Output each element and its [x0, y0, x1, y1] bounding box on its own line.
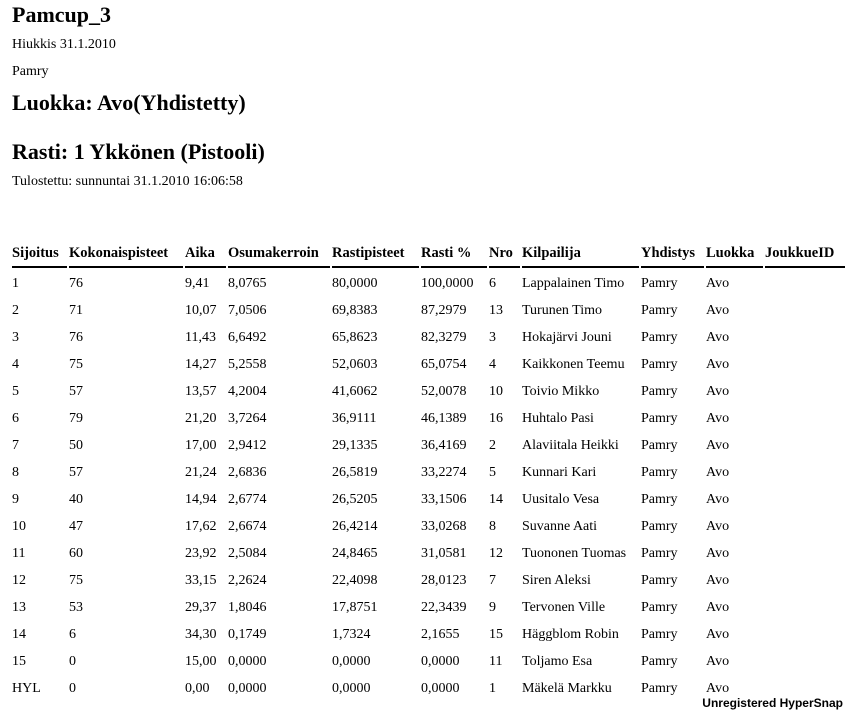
table-cell — [765, 648, 845, 675]
table-cell: HYL — [12, 680, 41, 696]
table-row — [12, 567, 845, 594]
table-cell: Avo — [706, 410, 730, 426]
table-cell: 75 — [69, 356, 83, 372]
table-cell: 7,0506 — [228, 302, 267, 318]
table-cell: 17,8751 — [332, 599, 378, 615]
table-cell: 57 — [69, 464, 83, 480]
table-cell: 1 — [12, 275, 19, 291]
table-cell — [765, 432, 845, 459]
column-header: Rasti % — [421, 242, 487, 268]
table-cell: 7 — [489, 572, 496, 588]
table-cell: Pamry — [641, 518, 678, 534]
table-cell: Uusitalo Vesa — [522, 491, 600, 507]
table-cell — [765, 297, 845, 324]
table-cell: 4 — [12, 356, 19, 372]
table-cell: 23,92 — [185, 545, 217, 561]
results-table — [10, 242, 847, 702]
table-cell: 41,6062 — [332, 383, 378, 399]
table-cell: Kunnari Kari — [522, 464, 597, 480]
table-cell: Avo — [706, 680, 730, 696]
table-cell: 26,4214 — [332, 518, 378, 534]
table-cell: 10 — [12, 518, 26, 534]
table-cell: Pamry — [641, 329, 678, 345]
table-cell: 9,41 — [185, 275, 210, 291]
table-cell: 40 — [69, 491, 83, 507]
table-cell: 1,7324 — [332, 626, 371, 642]
table-row — [12, 540, 845, 567]
table-cell: 15,00 — [185, 653, 217, 669]
table-cell: Alaviitala Heikki — [522, 437, 619, 453]
table-body — [12, 268, 845, 702]
table-cell: 16 — [489, 410, 503, 426]
table-cell: 28,0123 — [421, 572, 467, 588]
table-cell: 1 — [489, 680, 496, 696]
table-cell: 65,8623 — [332, 329, 378, 345]
printed-timestamp: Tulostettu: sunnuntai 31.1.2010 16:06:58 — [12, 174, 243, 189]
table-cell: 2,6836 — [228, 464, 267, 480]
table-cell: 0,0000 — [332, 653, 371, 669]
table-cell: 13 — [12, 599, 26, 615]
table-cell — [765, 594, 845, 621]
table-cell: 9 — [489, 599, 496, 615]
table-cell — [765, 486, 845, 513]
table-cell: 57 — [69, 383, 83, 399]
table-cell: 52,0078 — [421, 383, 467, 399]
table-cell: 33,15 — [185, 572, 217, 588]
club-name: Pamry — [12, 64, 49, 79]
table-cell: 26,5819 — [332, 464, 378, 480]
table-cell: Avo — [706, 518, 730, 534]
class-heading: Luokka: Avo(Yhdistetty) — [12, 90, 246, 115]
table-cell: 75 — [69, 572, 83, 588]
table-cell: Tervonen Ville — [522, 599, 606, 615]
table-cell: 7 — [12, 437, 19, 453]
table-cell: 0,0000 — [228, 680, 267, 696]
table-cell: 0,0000 — [421, 653, 460, 669]
table-cell: 14,94 — [185, 491, 217, 507]
table-cell: 1,8046 — [228, 599, 267, 615]
table-row — [12, 378, 845, 405]
table-cell: Pamry — [641, 599, 678, 615]
table-cell: 5 — [12, 383, 19, 399]
table-cell: Pamry — [641, 410, 678, 426]
table-cell: 4,2004 — [228, 383, 267, 399]
table-cell: 29,1335 — [332, 437, 378, 453]
table-cell: Suvanne Aati — [522, 518, 598, 534]
table-cell: Avo — [706, 626, 730, 642]
table-cell: Avo — [706, 545, 730, 561]
table-cell: 17,62 — [185, 518, 217, 534]
table-row — [12, 621, 845, 648]
table-cell: 15 — [12, 653, 26, 669]
table-cell: Avo — [706, 329, 730, 345]
table-cell: 34,30 — [185, 626, 217, 642]
table-cell: Pamry — [641, 302, 678, 318]
table-cell: 14,27 — [185, 356, 217, 372]
table-cell: 3,7264 — [228, 410, 267, 426]
table-cell: 36,9111 — [332, 410, 377, 426]
table-cell: 10 — [489, 383, 503, 399]
table-cell: Avo — [706, 302, 730, 318]
table-cell: 8 — [12, 464, 19, 480]
table-cell: 14 — [12, 626, 26, 642]
table-cell — [765, 459, 845, 486]
column-header: Nro — [489, 242, 520, 268]
table-cell: 2,9412 — [228, 437, 267, 453]
table-cell: 0,0000 — [228, 653, 267, 669]
table-cell: 22,3439 — [421, 599, 467, 615]
table-cell: 15 — [489, 626, 503, 642]
table-cell: Pamry — [641, 545, 678, 561]
table-cell: 0,0000 — [332, 680, 371, 696]
table-row — [12, 268, 845, 297]
table-cell: Pamry — [641, 653, 678, 669]
table-cell: 80,0000 — [332, 275, 378, 291]
table-cell: 46,1389 — [421, 410, 467, 426]
table-header-row — [12, 242, 845, 268]
table-cell: 13,57 — [185, 383, 217, 399]
table-cell: 14 — [489, 491, 503, 507]
table-cell: 71 — [69, 302, 83, 318]
table-cell: 26,5205 — [332, 491, 378, 507]
table-cell: Siren Aleksi — [522, 572, 591, 588]
table-cell — [765, 567, 845, 594]
table-cell: 5 — [489, 464, 496, 480]
column-header: Luokka — [706, 242, 763, 268]
table-row — [12, 351, 845, 378]
table-cell: 33,2274 — [421, 464, 467, 480]
table-cell: 52,0603 — [332, 356, 378, 372]
table-cell: Pamry — [641, 437, 678, 453]
table-cell: Pamry — [641, 356, 678, 372]
table-cell — [765, 513, 845, 540]
table-cell: Hokajärvi Jouni — [522, 329, 612, 345]
table-cell: 6 — [489, 275, 496, 291]
stage-heading: Rasti: 1 Ykkönen (Pistooli) — [12, 139, 265, 164]
table-cell: Pamry — [641, 491, 678, 507]
column-header: JoukkueID — [765, 242, 845, 268]
event-date: Hiukkis 31.1.2010 — [12, 37, 116, 52]
table-cell: 4 — [489, 356, 496, 372]
table-cell: 87,2979 — [421, 302, 467, 318]
table-cell: 2 — [489, 437, 496, 453]
table-cell: 11,43 — [185, 329, 216, 345]
table-cell: Avo — [706, 572, 730, 588]
table-cell: 0 — [69, 680, 76, 696]
table-cell: 6 — [69, 626, 76, 642]
table-cell: 3 — [489, 329, 496, 345]
table-cell: 2,5084 — [228, 545, 267, 561]
table-cell: 31,0581 — [421, 545, 467, 561]
table-cell: 50 — [69, 437, 83, 453]
table-cell: 29,37 — [185, 599, 217, 615]
table-cell: 12 — [12, 572, 26, 588]
table-cell — [765, 540, 845, 567]
page-title: Pamcup_3 — [12, 2, 111, 27]
table-cell — [765, 621, 845, 648]
table-cell: 12 — [489, 545, 503, 561]
table-cell — [765, 268, 845, 297]
table-cell: Avo — [706, 275, 730, 291]
table-cell: Toljamo Esa — [522, 653, 593, 669]
table-cell: 2,1655 — [421, 626, 460, 642]
table-row — [12, 459, 845, 486]
column-header: Yhdistys — [641, 242, 704, 268]
table-cell: 21,24 — [185, 464, 217, 480]
table-cell: 76 — [69, 329, 83, 345]
table-cell: 21,20 — [185, 410, 217, 426]
table-cell: 0,00 — [185, 680, 210, 696]
watermark: Unregistered HyperSnap — [702, 696, 843, 710]
table-cell — [765, 324, 845, 351]
table-cell: Turunen Timo — [522, 302, 603, 318]
table-row — [12, 405, 845, 432]
table-cell: Avo — [706, 653, 730, 669]
table-cell: 24,8465 — [332, 545, 378, 561]
table-cell: Avo — [706, 464, 730, 480]
column-header: Osumakerroin — [228, 242, 330, 268]
table-cell: Pamry — [641, 626, 678, 642]
table-row — [12, 594, 845, 621]
table-cell: 8,0765 — [228, 275, 267, 291]
table-cell: 47 — [69, 518, 83, 534]
table-row — [12, 486, 845, 513]
table-cell: 9 — [12, 491, 19, 507]
table-cell: 10,07 — [185, 302, 217, 318]
table-cell: Avo — [706, 356, 730, 372]
table-cell: Lappalainen Timo — [522, 275, 625, 291]
table-cell — [765, 405, 845, 432]
table-cell: Avo — [706, 383, 730, 399]
table-cell: 22,4098 — [332, 572, 378, 588]
table-cell: 0,0000 — [421, 680, 460, 696]
table-cell: 33,0268 — [421, 518, 467, 534]
table-cell: 11 — [12, 545, 26, 561]
table-cell: Kaikkonen Teemu — [522, 356, 625, 372]
table-cell: Mäkelä Markku — [522, 680, 612, 696]
table-cell: Tuononen Tuomas — [522, 545, 627, 561]
table-cell: 0,1749 — [228, 626, 267, 642]
table-cell: 60 — [69, 545, 83, 561]
table-cell: 33,1506 — [421, 491, 467, 507]
table-cell: 0 — [69, 653, 76, 669]
table-cell: Toivio Mikko — [522, 383, 600, 399]
table-cell: 82,3279 — [421, 329, 467, 345]
table-cell: Avo — [706, 437, 730, 453]
table-cell: Avo — [706, 491, 730, 507]
table-cell: 65,0754 — [421, 356, 467, 372]
table-cell — [765, 378, 845, 405]
table-cell: Pamry — [641, 680, 678, 696]
table-cell: 79 — [69, 410, 83, 426]
table-cell: 17,00 — [185, 437, 217, 453]
column-header: Aika — [185, 242, 226, 268]
table-row — [12, 297, 845, 324]
table-cell: 36,4169 — [421, 437, 467, 453]
table-cell — [765, 351, 845, 378]
table-cell: 69,8383 — [332, 302, 378, 318]
column-header: Kokonaispisteet — [69, 242, 183, 268]
column-header: Kilpailija — [522, 242, 639, 268]
table-row — [12, 648, 845, 675]
table-cell: 3 — [12, 329, 19, 345]
table-cell: 5,2558 — [228, 356, 267, 372]
table-header — [12, 242, 845, 268]
table-cell: Pamry — [641, 464, 678, 480]
column-header: Rastipisteet — [332, 242, 419, 268]
table-cell: Häggblom Robin — [522, 626, 619, 642]
table-cell: Huhtalo Pasi — [522, 410, 594, 426]
table-cell: Pamry — [641, 572, 678, 588]
table-cell: 11 — [489, 653, 503, 669]
table-cell: Pamry — [641, 383, 678, 399]
table-row — [12, 432, 845, 459]
table-cell: 76 — [69, 275, 83, 291]
table-cell: 6,6492 — [228, 329, 267, 345]
table-cell: 13 — [489, 302, 503, 318]
table-row — [12, 324, 845, 351]
table-cell: 6 — [12, 410, 19, 426]
table-cell: 53 — [69, 599, 83, 615]
table-row — [12, 513, 845, 540]
table-cell: 2,2624 — [228, 572, 267, 588]
table-cell: Avo — [706, 599, 730, 615]
table-cell: 2,6774 — [228, 491, 267, 507]
table-cell: 2 — [12, 302, 19, 318]
column-header: Sijoitus — [12, 242, 67, 268]
table-cell: 100,0000 — [421, 275, 474, 291]
table-cell: Pamry — [641, 275, 678, 291]
table-cell: 2,6674 — [228, 518, 267, 534]
table-cell: 8 — [489, 518, 496, 534]
